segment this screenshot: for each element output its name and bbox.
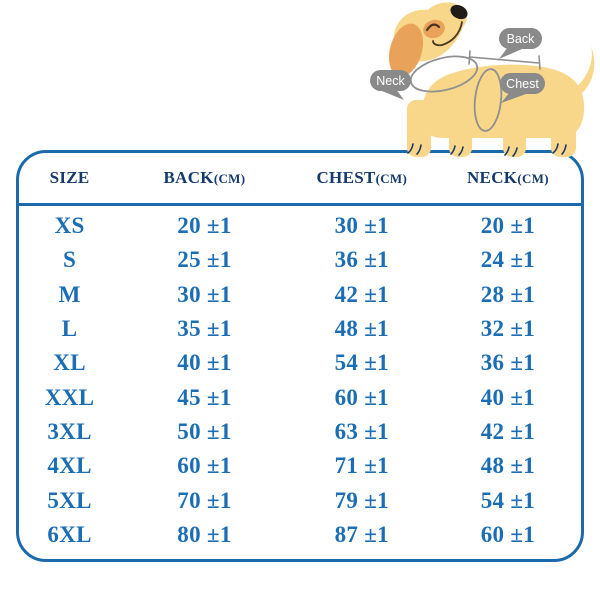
- size-value: 6XL: [47, 521, 92, 547]
- neck-value: 48 ±1: [480, 453, 536, 479]
- neck-value: 60 ±1: [480, 521, 536, 547]
- neck-value: 32 ±1: [480, 316, 536, 342]
- neck-value: 36 ±1: [480, 350, 536, 376]
- table-body: [19, 206, 581, 559]
- neck-value: 54 ±1: [480, 487, 536, 513]
- table-row: [19, 380, 581, 414]
- back-value: 45 ±1: [177, 384, 232, 410]
- table-row: [19, 346, 581, 380]
- chest-label: Chest: [506, 77, 539, 91]
- table-row: [19, 312, 581, 346]
- chest-value: 48 ±1: [334, 316, 389, 342]
- chest-value: 36 ±1: [334, 247, 389, 273]
- back-label-bubble: [499, 28, 542, 59]
- chest-value: 54 ±1: [334, 350, 389, 376]
- back-value: 20 ±1: [177, 213, 232, 239]
- neck-label: Neck: [376, 74, 405, 88]
- neck-value: 40 ±1: [480, 384, 536, 410]
- dog-claw-marks: [408, 144, 566, 156]
- size-value: M: [58, 281, 81, 307]
- chest-value: 71 ±1: [334, 453, 389, 479]
- size-value: 5XL: [47, 487, 92, 513]
- chest-value: 60 ±1: [334, 384, 389, 410]
- dog-back-left-leg: [503, 106, 526, 157]
- header-chest: CHEST(CM): [316, 168, 408, 187]
- header-back: BACK(CM): [163, 168, 246, 187]
- size-value: XXL: [44, 384, 95, 410]
- size-value: 4XL: [47, 453, 92, 479]
- table-row: [19, 209, 581, 243]
- neck-value: 20 ±1: [480, 213, 536, 239]
- table-row: [19, 278, 581, 312]
- size-table: [16, 150, 584, 562]
- dog-illustration: [350, 0, 600, 168]
- neck-value: 24 ±1: [480, 247, 536, 273]
- header-neck: NECK(CM): [466, 168, 549, 187]
- back-value: 80 ±1: [177, 521, 232, 547]
- chest-value: 87 ±1: [334, 521, 389, 547]
- header-size: SIZE: [49, 168, 90, 187]
- size-value: XL: [53, 350, 86, 376]
- neck-value: 42 ±1: [480, 418, 536, 444]
- back-value: 25 ±1: [177, 247, 232, 273]
- neck-value: 28 ±1: [480, 281, 536, 307]
- back-value: 60 ±1: [177, 453, 232, 479]
- back-label: Back: [506, 32, 535, 46]
- chest-value: 79 ±1: [334, 487, 389, 513]
- table-row: [19, 483, 581, 517]
- neck-label-bubble: [370, 70, 411, 100]
- dog-front-right-leg: [449, 104, 472, 157]
- back-value: 50 ±1: [177, 418, 232, 444]
- back-value: 35 ±1: [177, 316, 232, 342]
- back-value: 70 ±1: [177, 487, 232, 513]
- table-row: [19, 415, 581, 449]
- dog-front-left-leg: [407, 100, 431, 157]
- back-value: 30 ±1: [177, 281, 232, 307]
- table-row: [19, 449, 581, 483]
- table-row: [19, 243, 581, 277]
- size-value: XS: [54, 213, 85, 239]
- size-value: 3XL: [47, 418, 92, 444]
- chest-value: 42 ±1: [334, 281, 389, 307]
- dog-back-right-leg: [551, 100, 576, 157]
- chest-value: 63 ±1: [334, 418, 389, 444]
- chest-value: 30 ±1: [334, 213, 389, 239]
- back-value: 40 ±1: [177, 350, 232, 376]
- size-value: S: [63, 247, 77, 273]
- table-row: [19, 518, 581, 552]
- size-value: L: [61, 316, 78, 342]
